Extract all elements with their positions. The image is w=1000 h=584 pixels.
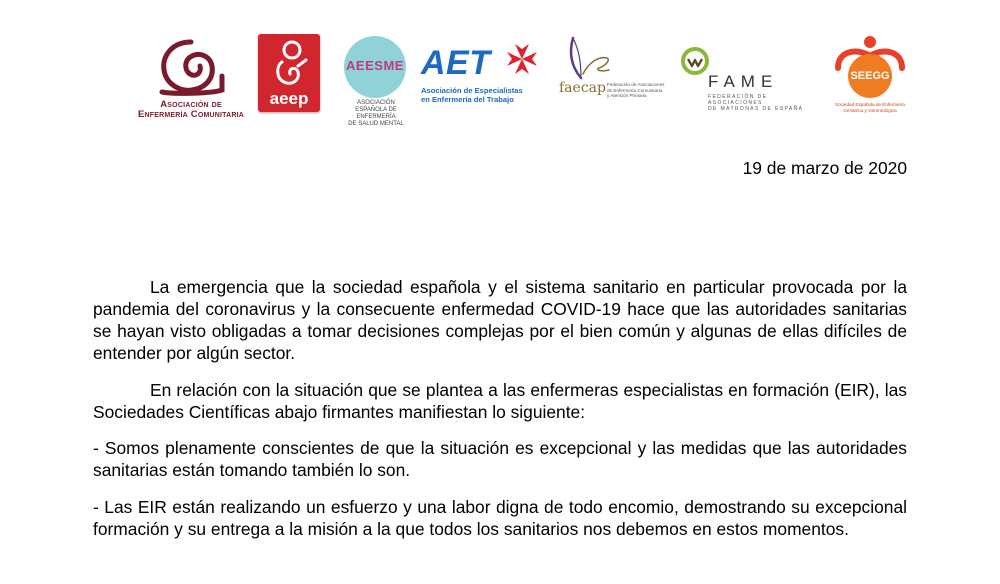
paragraph-intro: La emergencia que la sociedad española y el sistema sanitario en particular provocada por la pandemia del coronavirus y la consecuente enfermedad COVID-19 hace que las autoridades sanitarias se hayan visto obligadas a tomar decisiones complejas por el bien común y algunas de ellas difíciles de entender por algún sector.: [93, 277, 907, 363]
faecap-logo-sub1: Federación de Asociaciones: [607, 82, 665, 87]
quill-pen-icon: [559, 36, 619, 84]
aec-logo: [132, 36, 250, 120]
list-item-eir-effort: - Las EIR están realizando un esfuerzo y una labor digna de todo encomio, demostrando su excepcional formación y su entrega a la misión a la que todos los sanitarios nos debemos en estos momentos.: [93, 497, 907, 539]
seegg-figures-icon: [830, 34, 910, 100]
seegg-logo: [830, 34, 910, 114]
faecap-logo: [553, 36, 669, 110]
seegg-logo-sub1: Sociedad Española de Enfermería: [835, 102, 905, 107]
maltese-cross-icon: [505, 42, 539, 76]
aeep-logo: [258, 34, 320, 114]
aeesme-logo-sub1: ASOCIACIÓN: [357, 100, 395, 106]
aec-spiral-icon: [132, 36, 250, 98]
aet-logo-sub1: Asociación de Especialistas: [421, 86, 523, 95]
seegg-logo-sub2: Geriátrica y Gerontológica: [843, 107, 897, 113]
seegg-logo-name: SEEGG: [850, 70, 890, 82]
aeesme-logo-name: AEESME: [346, 58, 404, 73]
faecap-logo-name: faecap: [559, 80, 606, 96]
fame-logo-sub1: FEDERACIÓN DE ASOCIACIONES: [708, 94, 768, 106]
letter-date: 19 de marzo de 2020: [742, 158, 907, 178]
aec-logo-line1: Asociación de: [160, 99, 222, 110]
aeep-logo-name: aeep: [269, 89, 309, 108]
fame-logo: [678, 44, 818, 112]
aet-logo-name: AET: [421, 44, 491, 82]
aec-logo-line2: Enfermería Comunitaria: [137, 109, 245, 120]
aet-logo-sub2: en Enfermería del Trabajo: [421, 95, 514, 104]
aeesme-logo-sub2: ESPAÑOLA DE ENFERMERÍA: [355, 107, 397, 120]
fame-logo-name: FAME: [708, 72, 779, 91]
fame-emblem-icon: [680, 46, 710, 76]
faecap-logo-sub3: y Atención Primaria: [607, 93, 647, 98]
faecap-logo-sub2: de Enfermería Comunitaria: [607, 87, 663, 93]
list-item-exceptional-situation: - Somos plenamente conscientes de que la situación es excepcional y las medidas que las autoridades sanitarias están tomando también lo son.: [93, 438, 907, 480]
aeesme-logo: [336, 36, 416, 127]
fame-logo-sub2: DE MATRONAS DE ESPAÑA: [708, 106, 804, 112]
aeep-child-icon: [258, 36, 320, 96]
aeesme-logo-sub3: DE SALUD MENTAL: [348, 121, 404, 127]
aet-logo: [421, 42, 541, 112]
paragraph-eir-statement: En relación con la situación que se plantea a las enfermeras especialistas en formación (EIR), las Sociedades Científicas abajo firmantes manifiestan lo siguiente:: [93, 380, 907, 422]
